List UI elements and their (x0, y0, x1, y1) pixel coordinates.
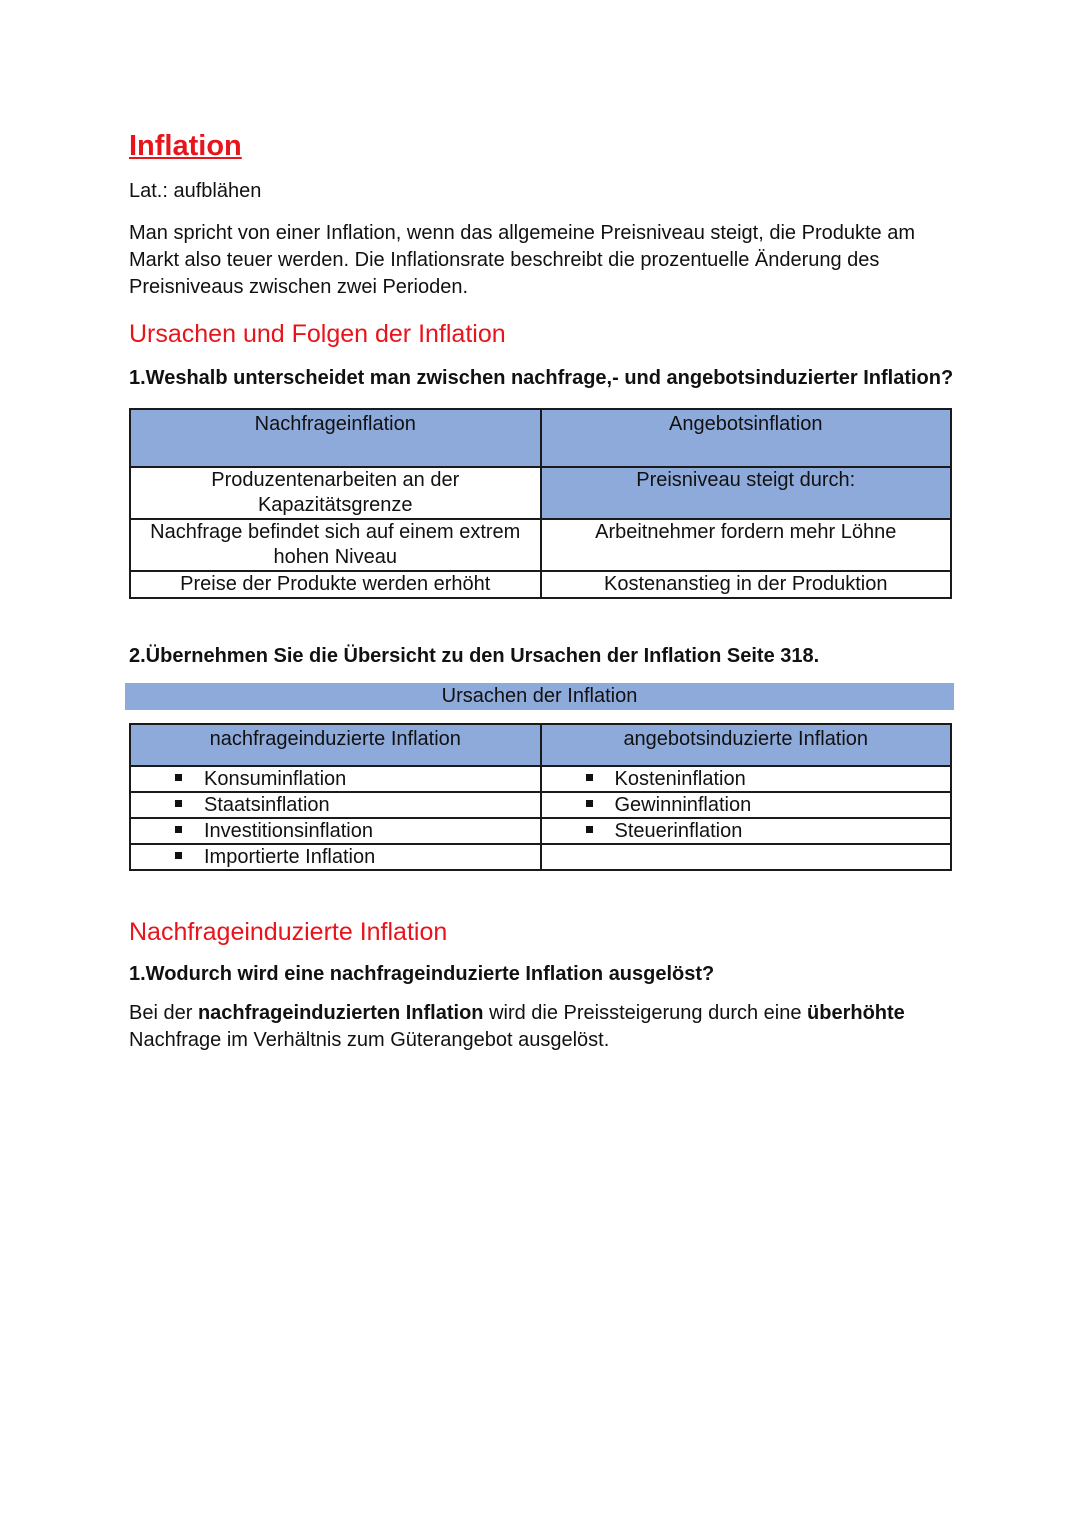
list-item: Gewinninflation (541, 792, 952, 818)
causes-table (129, 723, 952, 871)
intro-paragraph: Man spricht von einer Inflation, wenn das allgemeine Preisniveau steigt, die Produkte am Markt also teuer werden. Die Inflationsrate beschreibt die prozentuelle Änderung des Preisniveaus zwischen zwei Perioden. (129, 222, 915, 298)
table-cell: Preise der Produkte werden erhöht (130, 571, 541, 598)
bullet-icon (175, 774, 182, 781)
list-item: Investitionsinflation (130, 818, 541, 844)
list-item: Steuerinflation (541, 818, 952, 844)
table-cell: Kostenanstieg in der Produktion (541, 571, 952, 598)
list-item: Importierte Inflation (130, 844, 541, 870)
table-row (130, 818, 951, 844)
inflation-comparison-table (129, 408, 952, 599)
section-heading-demand: Nachfrageinduzierte Inflation (129, 918, 448, 946)
document-page (129, 126, 955, 1054)
table-row (130, 766, 951, 792)
list-item: Kosteninflation (541, 766, 952, 792)
list-item: Staatsinflation (130, 792, 541, 818)
question-2: 2.Übernehmen Sie die Übersicht zu den Ursachen der Inflation Seite 318. (129, 645, 820, 667)
bullet-icon (175, 826, 182, 833)
table-row (130, 792, 951, 818)
header-demand-inflation: Nachfrageinflation (130, 409, 541, 467)
table-cell: Produzentenarbeiten an der Kapazitätsgrenze (130, 467, 541, 519)
bullet-icon (586, 800, 593, 807)
empty-cell (541, 844, 952, 870)
question-3: 1.Wodurch wird eine nachfrageinduzierte Inflation ausgelöst? (129, 963, 715, 985)
bullet-icon (175, 852, 182, 859)
section-heading-causes: Ursachen und Folgen der Inflation (129, 320, 506, 348)
answer-paragraph: Bei der nachfrageinduzierten Inflation wird die Preissteigerung durch eine überhöhte Nachfrage im Verhältnis zum Güterangebot ausgelöst. (129, 1002, 905, 1051)
table-row (130, 844, 951, 870)
latin-origin: Lat.: aufblähen (129, 180, 262, 202)
list-item: Konsuminflation (130, 766, 541, 792)
table-header-row (130, 724, 951, 766)
causes-banner: Ursachen der Inflation (125, 683, 954, 710)
table-header-row (130, 409, 951, 467)
page-title: Inflation (129, 130, 242, 162)
table-cell: Preisniveau steigt durch: (541, 467, 952, 519)
header-demand-induced: nachfrageinduzierte Inflation (130, 724, 541, 766)
table-row (130, 467, 951, 519)
question-1: 1.Weshalb unterscheidet man zwischen nachfrage,- und angebotsinduzierter Inflation? (129, 367, 954, 389)
bullet-icon (586, 826, 593, 833)
table-row (130, 571, 951, 598)
header-supply-induced: angebotsinduzierte Inflation (541, 724, 952, 766)
bullet-icon (586, 774, 593, 781)
table-cell: Nachfrage befindet sich auf einem extrem hohen Niveau (130, 519, 541, 571)
header-supply-inflation: Angebotsinflation (541, 409, 952, 467)
bullet-icon (175, 800, 182, 807)
table-row (130, 519, 951, 571)
table-cell: Arbeitnehmer fordern mehr Löhne (541, 519, 952, 571)
